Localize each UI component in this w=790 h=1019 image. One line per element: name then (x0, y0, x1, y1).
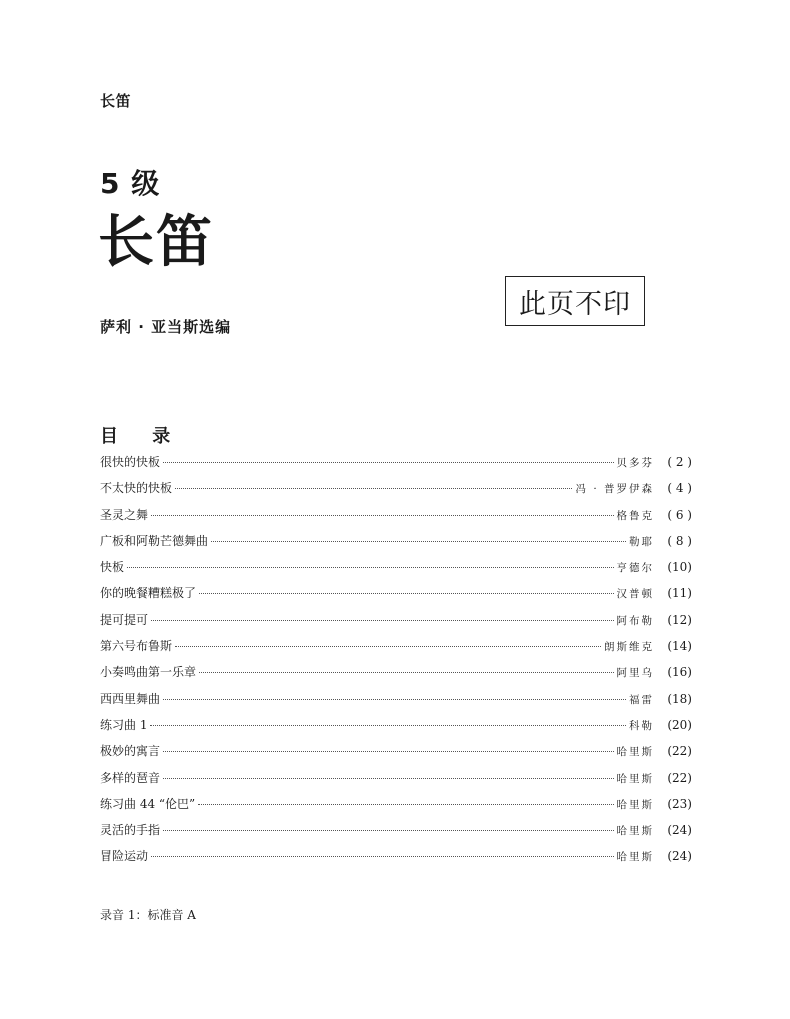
toc-entry-title: 灵活的手指 (100, 823, 161, 838)
stamp-text: 此页不印 (519, 288, 631, 320)
toc-dot-leader (211, 541, 626, 542)
toc-entry (100, 506, 692, 532)
toc-entry-composer: 阿里乌 (616, 667, 654, 680)
toc-entry-composer: 汉普顿 (616, 588, 654, 601)
toc-entry (100, 795, 692, 821)
toc-entry (100, 611, 692, 637)
toc-entry-composer: 贝多芬 (616, 457, 654, 469)
toc-entry-title: 练习曲 1 (100, 717, 148, 732)
toc-dot-leader (163, 778, 613, 779)
toc-entry-page: (24) (667, 823, 692, 838)
toc-entry-page: (14) (667, 639, 692, 654)
toc-entry (100, 584, 692, 610)
toc-entry-title: 很快的快板 (100, 455, 161, 469)
toc-dot-leader (163, 462, 613, 463)
toc-entry-title: 第六号布鲁斯 (100, 639, 173, 654)
toc-entry-title: 广板和阿勒芒德舞曲 (100, 533, 209, 548)
toc-entry-title: 你的晚餐糟糕极了 (100, 586, 197, 601)
toc-entry-page: ( 8 ) (667, 533, 692, 548)
toc-entry-title: 极妙的寓言 (100, 744, 161, 759)
toc-dot-leader (151, 856, 613, 857)
toc-entry (100, 663, 692, 689)
toc-entry-composer: 哈里斯 (616, 825, 654, 838)
compiler-credit: 萨利 · 亚当斯选编 (100, 318, 232, 336)
toc-dot-leader (175, 488, 572, 489)
toc-entry (100, 821, 692, 847)
toc-entry (100, 532, 692, 558)
toc-entry-composer: 格鲁克 (616, 509, 654, 522)
toc-dot-leader (163, 830, 613, 831)
toc-entry-page: (20) (667, 717, 692, 732)
toc-entry-page: (10) (667, 560, 692, 575)
toc-entry (100, 847, 692, 873)
toc-entry-page: ( 6 ) (667, 507, 692, 522)
toc-entry-composer: 科勒 (629, 719, 654, 732)
toc-dot-leader (198, 804, 613, 805)
toc-entry-composer: 哈里斯 (616, 851, 654, 864)
toc-entry-page: (16) (667, 665, 692, 680)
toc-entry-composer: 勒耶 (629, 535, 654, 548)
toc-entry (100, 453, 692, 479)
toc-entry-title: 练习曲 44 “伦巴” (100, 796, 196, 811)
toc-entry-composer: 哈里斯 (616, 772, 654, 785)
toc-entry-page: ( 2 ) (667, 455, 692, 469)
toc-entry-title: 快板 (100, 560, 125, 575)
toc-entry-composer: 亨德尔 (616, 562, 654, 575)
book-title: 长笛 (98, 209, 214, 275)
toc-entry (100, 479, 692, 505)
toc-entry-page: (22) (667, 744, 692, 759)
toc-entry-page: (12) (667, 612, 692, 627)
recording-note: 录音 1：标准音 A (100, 908, 196, 922)
toc-entry-title: 提可提可 (100, 612, 149, 627)
toc-entry-page: (23) (667, 796, 692, 811)
toc-dot-leader (127, 567, 613, 568)
toc-entry (100, 742, 692, 768)
grade-label: 5 级 (100, 167, 161, 200)
toc-dot-leader (150, 725, 626, 726)
toc-entry (100, 637, 692, 663)
toc-entry-title: 不太快的快板 (100, 481, 173, 496)
toc-entry (100, 690, 692, 716)
toc-dot-leader (163, 699, 626, 700)
toc-entry-composer: 冯 · 普罗伊森 (575, 483, 654, 496)
toc-entry-composer: 哈里斯 (616, 746, 654, 759)
toc-dot-leader (163, 751, 613, 752)
toc-entry-title: 西西里舞曲 (100, 691, 161, 706)
toc-heading: 目 录 (100, 426, 185, 447)
toc-entry (100, 716, 692, 742)
toc-entry-page: (18) (667, 691, 692, 706)
toc-dot-leader (175, 646, 601, 647)
toc-dot-leader (151, 620, 613, 621)
toc-entry (100, 769, 692, 795)
toc-dot-leader (199, 593, 613, 594)
toc-entry-page: ( 4 ) (667, 481, 692, 496)
toc-entry-title: 多样的琶音 (100, 770, 161, 785)
toc-entry-title: 小奏鸣曲第一乐章 (100, 665, 197, 680)
toc-entry-page: (24) (667, 849, 692, 864)
toc-entry-composer: 福雷 (629, 693, 654, 706)
toc-entry-page: (11) (667, 586, 692, 601)
toc-entry-page: (22) (667, 770, 692, 785)
toc-entry-title: 圣灵之舞 (100, 507, 149, 522)
toc-entry (100, 558, 692, 584)
toc-dot-leader (199, 672, 613, 673)
running-header: 长笛 (100, 92, 132, 110)
table-of-contents (100, 453, 692, 874)
toc-dot-leader (151, 515, 613, 516)
toc-entry-composer: 朗斯维克 (604, 641, 654, 654)
do-not-print-stamp (505, 276, 645, 326)
toc-entry-title: 冒险运动 (100, 849, 149, 864)
toc-entry-composer: 阿布勒 (616, 614, 654, 627)
toc-entry-composer: 哈里斯 (616, 798, 654, 811)
